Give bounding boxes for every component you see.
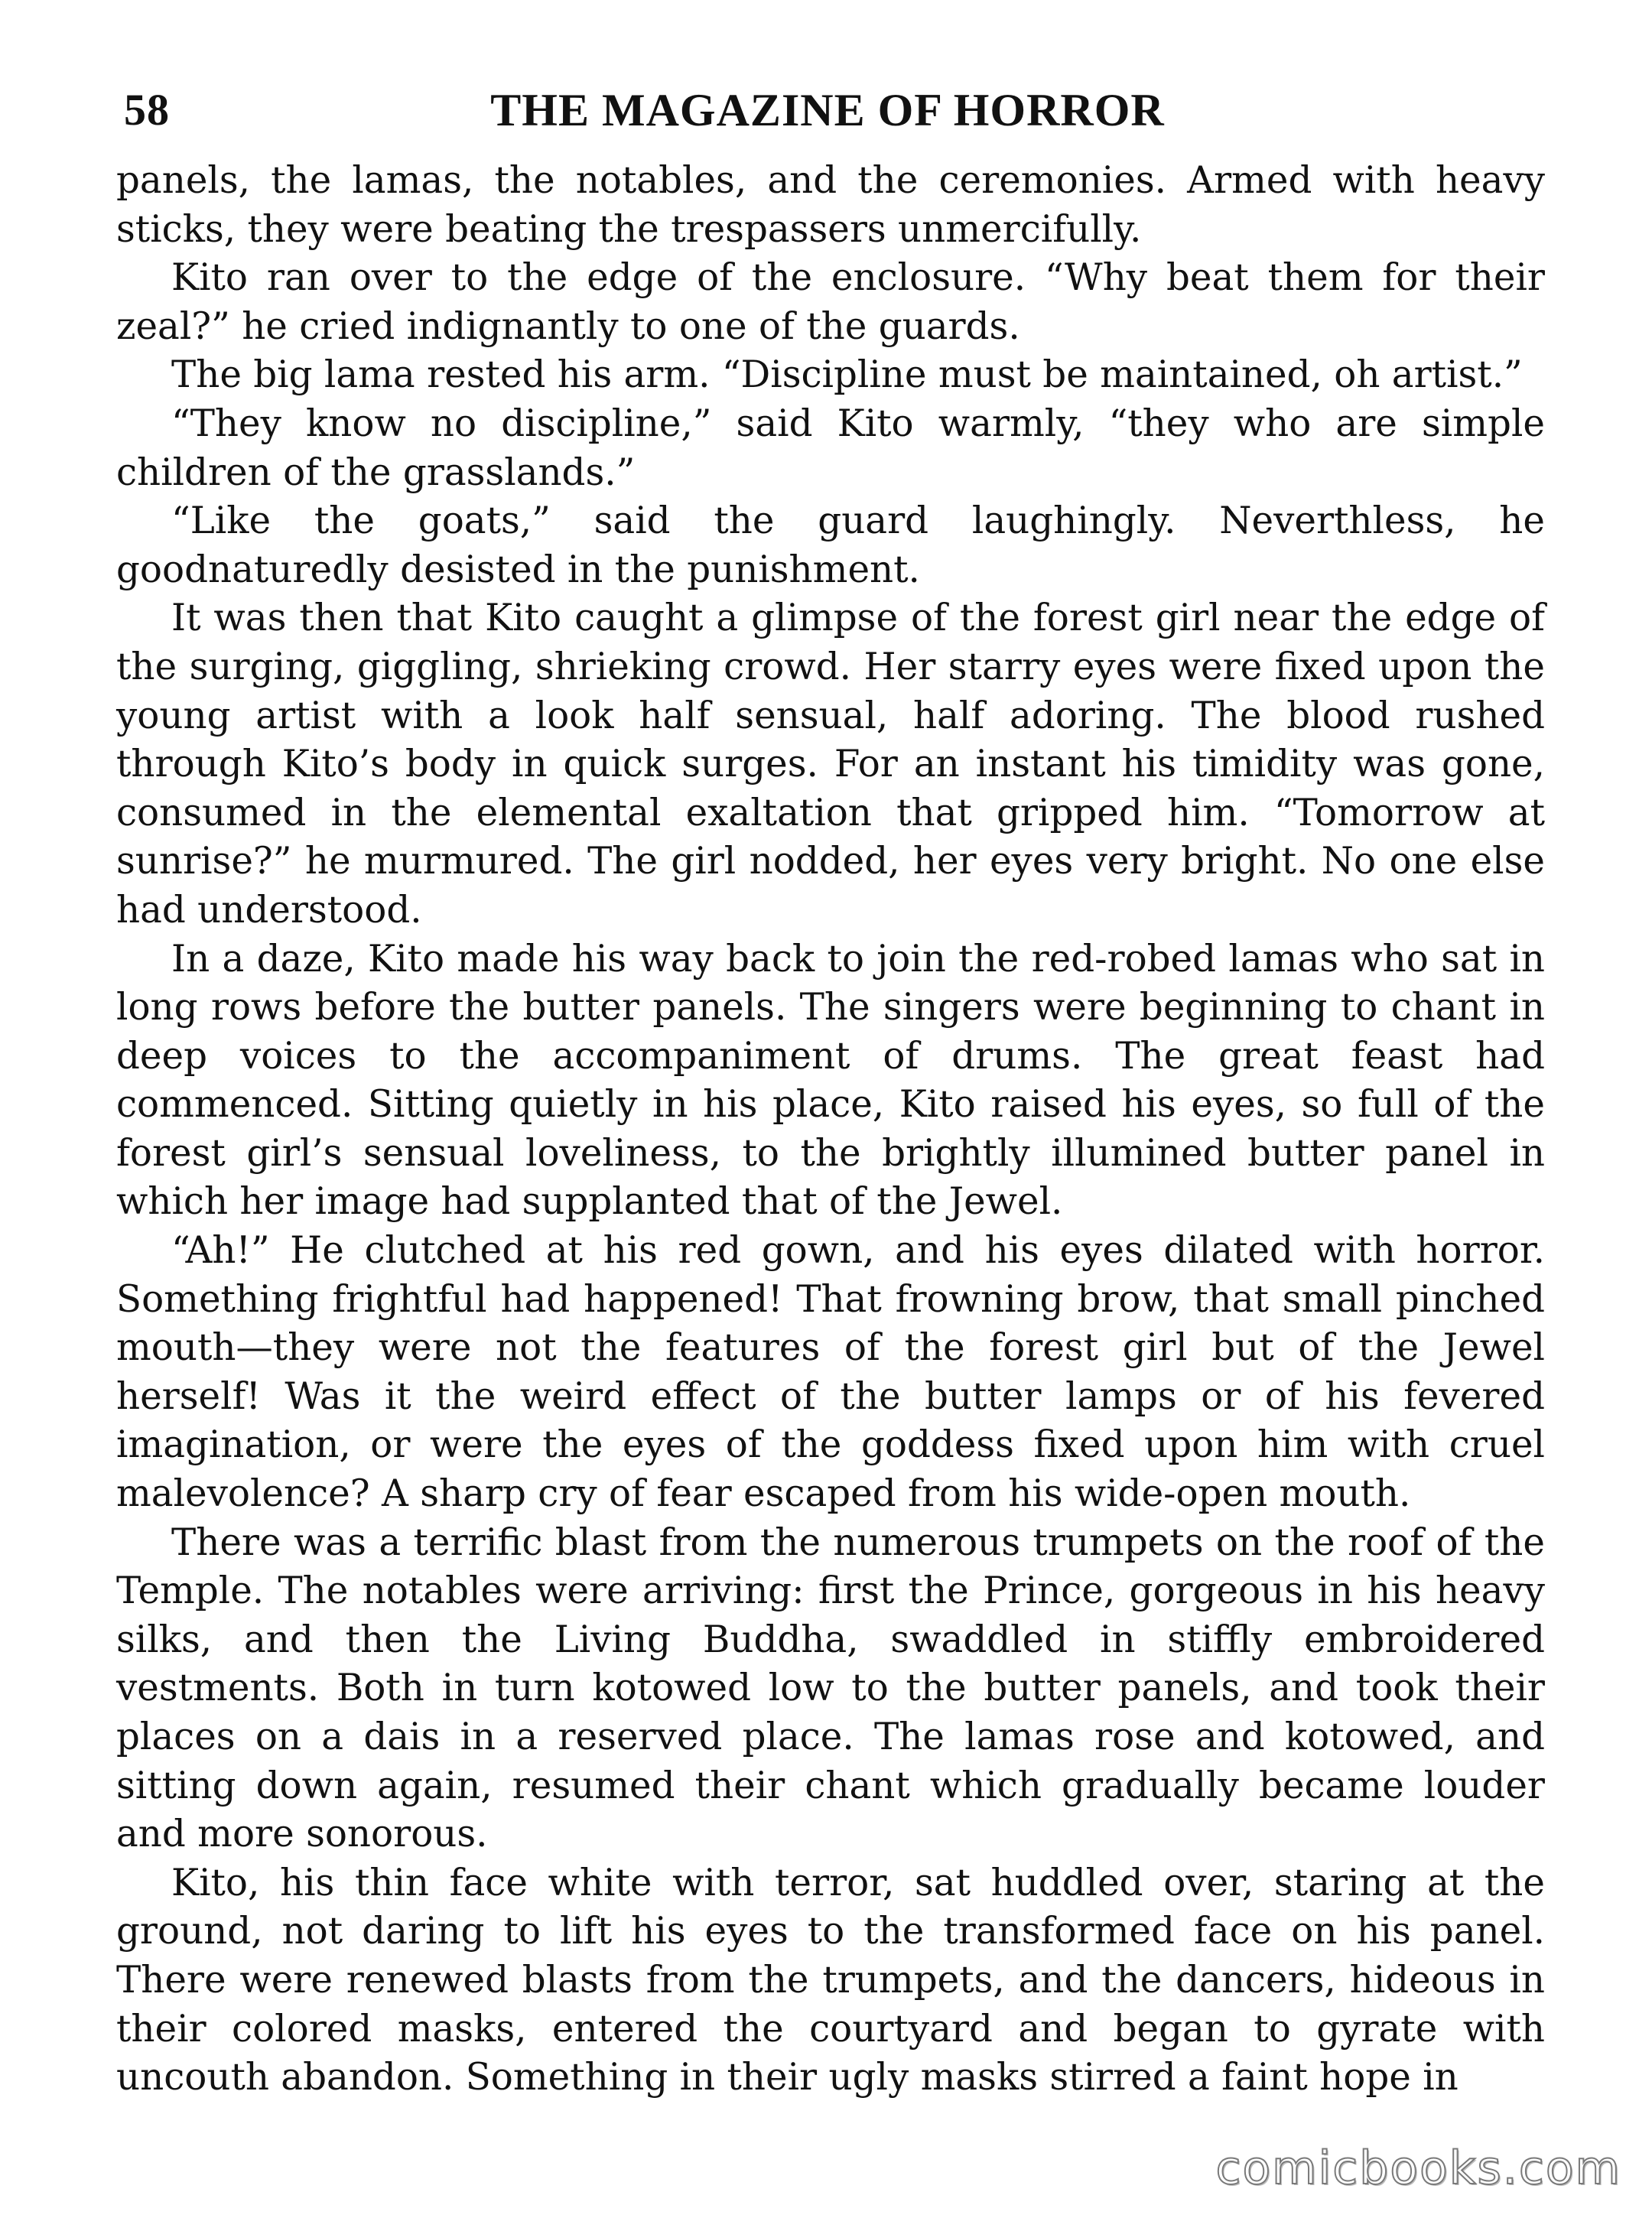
page-header: [116, 73, 1539, 150]
story-text: [116, 157, 1545, 2103]
paragraph: “They know no discipline,” said Kito warmly, “they who are simple children of the grasslands.”: [116, 402, 1545, 494]
site-watermark: comicbooks.com: [1215, 2142, 1621, 2195]
paragraph: “Like the goats,” said the guard laughingly. Neverthless, he goodnaturedly desisted in the punishment.: [116, 499, 1545, 591]
paragraph: In a daze, Kito made his way back to join the red-robed lamas who sat in long rows before the butter panels. The singers were beginning to chant in deep voices to the accompaniment of drums. The great feast had commenced. Sitting quietly in his place, Kito raised his eyes, so full of the forest girl’s sensual loveliness, to the brightly illumined butter panel in which her image had supplanted that of the Jewel.: [116, 937, 1545, 1224]
paragraph: Kito, his thin face white with terror, sat huddled over, staring at the ground, not daring to lift his eyes to the transformed face on his panel. There were renewed blasts from the trumpets, and the dancers, hideous in their colored masks, entered the courtyard and began to gyrate with uncouth abandon. Something in their ugly masks stirred a faint hope in: [116, 1861, 1545, 2099]
paragraph: It was then that Kito caught a glimpse of the forest girl near the edge of the surging, giggling, shrieking crowd. Her starry eyes were fixed upon the young artist with a look half sensual, half adoring. The blood rushed through Kito’s body in quick surges. For an instant his timidity was gone, consumed in the elemental exaltation that gripped him. “Tomorrow at sunrise?” he murmured. The girl nodded, her eyes very bright. No one else had understood.: [116, 597, 1545, 932]
paragraph-continued: panels, the lamas, the notables, and the ceremonies. Armed with heavy sticks, they were beating the trespassers unmercifully.: [116, 159, 1545, 251]
paragraph: The big lama rested his arm. “Discipline must be maintained, oh artist.”: [171, 353, 1523, 397]
page-number: 58: [124, 85, 170, 135]
running-title: THE MAGAZINE OF HORROR: [490, 85, 1165, 135]
paragraph: There was a terrific blast from the numerous trumpets on the roof of the Temple. The notables were arriving: first the Prince, gorgeous in his heavy silks, and then the Living Buddha, swaddled in stiffly embroidered vestments. Both in turn kotowed low to the butter panels, and took their places on a dais in a reserved place. The lamas rose and kotowed, and sitting down again, resumed their chant which gradually became louder and more sonorous.: [116, 1520, 1545, 1856]
paragraph: Kito ran over to the edge of the enclosure. “Why beat them for their zeal?” he cried indignantly to one of the guards.: [116, 256, 1545, 348]
paragraph: “Ah!” He clutched at his red gown, and his eyes dilated with horror. Something frightful had happened! That frowning brow, that small pinched mouth—they were not the features of the forest girl but of the Jewel herself! Was it the weird effect of the butter lamps or of his fevered imagination, or were the eyes of the goddess fixed upon him with cruel malevolence? A sharp cry of fear escaped from his wide-open mouth.: [116, 1229, 1545, 1516]
